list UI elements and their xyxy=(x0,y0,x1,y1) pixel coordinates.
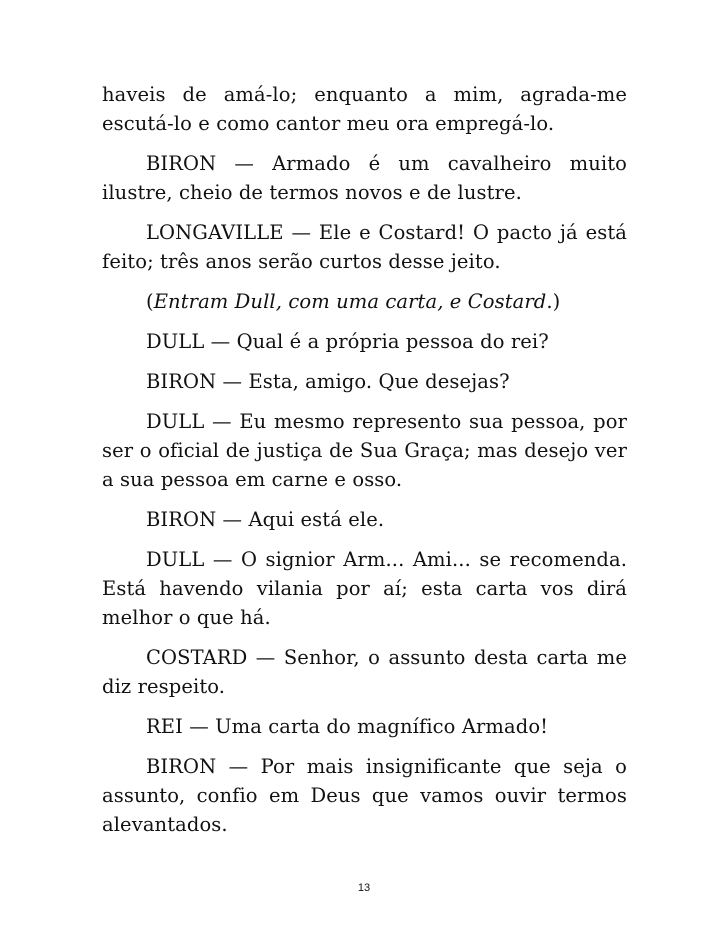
speech-dull-1: DULL — Qual é a própria pessoa do rei? xyxy=(146,330,549,353)
speech-biron-4: BIRON — Por mais insignificante que seja o assunto, confio em Deus que vamos ouvir termos alevantados. xyxy=(102,755,627,836)
speech-costard: COSTARD — Senhor, o assunto desta carta me diz respeito. xyxy=(102,646,627,698)
paragraph-continuation: haveis de amá-lo; enquanto a mim, agrada-me escutá-lo e como cantor meu ora empregá-lo. xyxy=(102,83,627,135)
speech-longaville: LONGAVILLE — Ele e Costard! O pacto já está feito; três anos serão curtos desse jeito. xyxy=(102,221,627,273)
stage-direction xyxy=(102,287,627,316)
speech-dull-3: DULL — O signior Arm... Ami... se recomenda. Está havendo vilania por aí; esta carta vos dirá melhor o que há. xyxy=(102,548,627,629)
stage-direction-text: Entram Dull, com uma carta, e Costard xyxy=(153,290,547,313)
page-body xyxy=(102,80,627,850)
speech-biron-3: BIRON — Aqui está ele. xyxy=(146,508,385,531)
stage-close-paren: .) xyxy=(546,290,561,313)
stage-open-paren: ( xyxy=(146,290,154,313)
speech-rei: REI — Uma carta do magnífico Armado! xyxy=(146,715,549,738)
speech-biron-2: BIRON — Esta, amigo. Que desejas? xyxy=(146,370,510,393)
speech-dull-2: DULL — Eu mesmo represento sua pessoa, por ser o oficial de justiça de Sua Graça; mas desejo ver a sua pessoa em carne e osso. xyxy=(102,410,627,491)
speech-biron-1: BIRON — Armado é um cavalheiro muito ilustre, cheio de termos novos e de lustre. xyxy=(102,152,627,204)
page-number: 13 xyxy=(357,882,371,894)
